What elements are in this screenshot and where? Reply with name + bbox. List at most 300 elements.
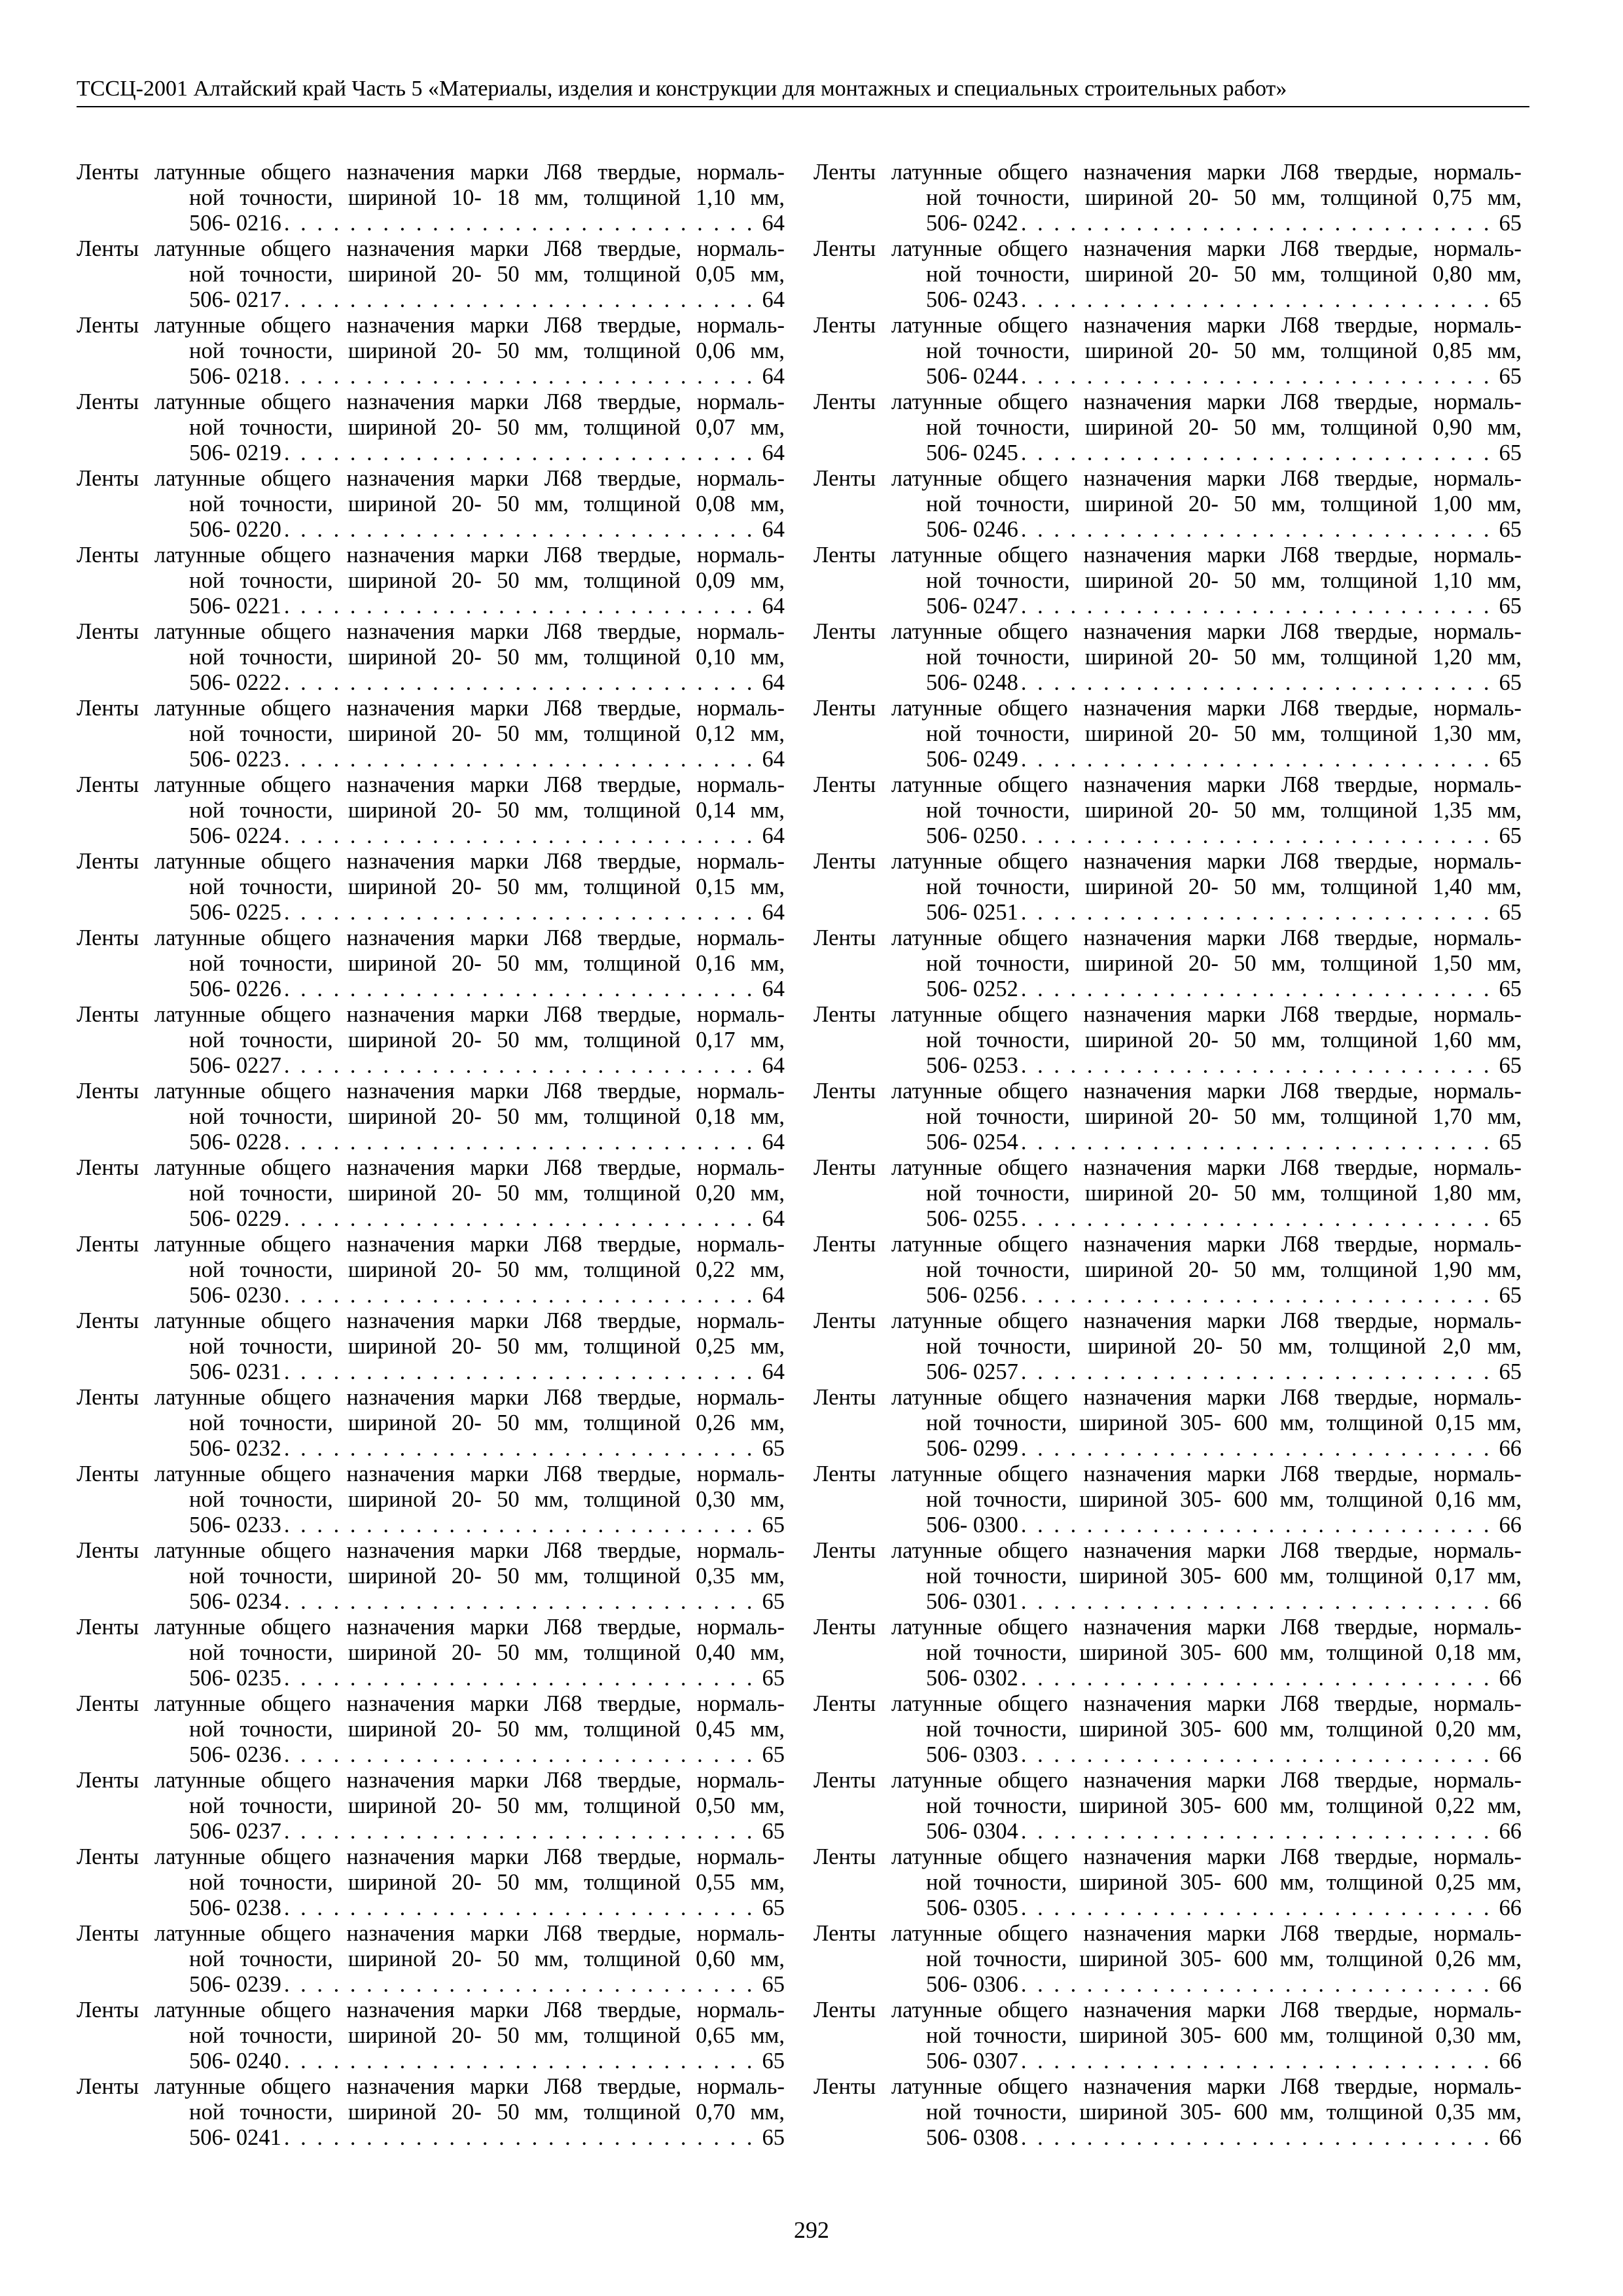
entry-page-ref: 64 xyxy=(762,1053,785,1078)
index-entry xyxy=(77,772,785,849)
entry-code-line xyxy=(77,1972,785,1998)
entry-page-ref: 64 xyxy=(762,747,785,772)
entry-code-line xyxy=(77,287,785,313)
index-entry xyxy=(813,466,1522,543)
entry-description-line2: ной точности, шириной 20- 50 мм, толщиной 1,10 мм, xyxy=(926,568,1522,593)
entry-code-line xyxy=(813,1436,1522,1462)
entry-code: 506- 0247 xyxy=(926,594,1018,619)
entry-code-line xyxy=(813,1053,1522,1079)
entry-code: 506- 0302 xyxy=(926,1666,1018,1691)
index-entry xyxy=(813,925,1522,1002)
entry-page-ref: 65 xyxy=(762,1513,785,1537)
dot-leader xyxy=(1021,2125,1497,2151)
entry-description-line1: Ленты латунные общего назначения марки Л68 твердые, нормаль- xyxy=(77,236,785,261)
entry-code: 506- 0219 xyxy=(189,440,281,465)
entry-code: 506- 0306 xyxy=(926,1972,1018,1997)
entry-description-line1: Ленты латунные общего назначения марки Л68 твердые, нормаль- xyxy=(813,1079,1522,1103)
dot-leader xyxy=(1021,1283,1497,1308)
entry-description-line2: ной точности, шириной 20- 50 мм, толщиной 0,07 мм, xyxy=(189,415,785,440)
dot-leader xyxy=(284,287,760,313)
dot-leader xyxy=(284,594,760,619)
entry-code-line xyxy=(77,1436,785,1462)
entry-code: 506- 0246 xyxy=(926,517,1018,542)
entry-description-line2: ной точности, шириной 20- 50 мм, толщиной 0,65 мм, xyxy=(189,2023,785,2048)
entry-description-line1: Ленты латунные общего назначения марки Л68 твердые, нормаль- xyxy=(813,849,1522,874)
entry-page-ref: 65 xyxy=(1499,517,1522,542)
entry-page-ref: 65 xyxy=(1499,211,1522,236)
entry-code-line xyxy=(813,594,1522,619)
entry-code: 506- 0234 xyxy=(189,1589,281,1614)
entry-description-line1: Ленты латунные общего назначения марки Л68 твердые, нормаль- xyxy=(77,313,785,338)
entry-description-line2: ной точности, шириной 20- 50 мм, толщиной 0,17 мм, xyxy=(189,1028,785,1052)
entry-code-line xyxy=(77,1742,785,1768)
entry-page-ref: 65 xyxy=(762,1436,785,1461)
dot-leader xyxy=(284,977,760,1002)
entry-page-ref: 65 xyxy=(762,1895,785,1920)
entry-code: 506- 0238 xyxy=(189,1895,281,1920)
entry-page-ref: 66 xyxy=(1499,1895,1522,1920)
index-entry xyxy=(77,1079,785,1155)
index-entry xyxy=(77,313,785,389)
entry-code-line xyxy=(77,364,785,389)
dot-leader xyxy=(1021,211,1497,236)
entry-description-line1: Ленты латунные общего назначения марки Л68 твердые, нормаль- xyxy=(77,1155,785,1180)
entry-code: 506- 0226 xyxy=(189,977,281,1001)
index-entry xyxy=(77,543,785,619)
entry-code: 506- 0237 xyxy=(189,1819,281,1844)
entry-code-line xyxy=(77,1359,785,1385)
entry-code-line xyxy=(813,364,1522,389)
dot-leader xyxy=(1021,977,1497,1002)
entry-description-line2: ной точности, шириной 20- 50 мм, толщиной 1,30 мм, xyxy=(926,721,1522,746)
entry-code: 506- 0256 xyxy=(926,1283,1018,1308)
entry-description-line1: Ленты латунные общего назначения марки Л68 твердые, нормаль- xyxy=(813,1308,1522,1333)
dot-leader xyxy=(284,823,760,849)
index-entry xyxy=(813,849,1522,925)
dot-leader xyxy=(1021,1130,1497,1155)
entry-code-line xyxy=(813,1130,1522,1155)
entry-code-line xyxy=(813,440,1522,466)
index-entry xyxy=(813,1232,1522,1308)
entry-description-line2: ной точности, шириной 20- 50 мм, толщиной 2,0 мм, xyxy=(926,1334,1522,1359)
entry-code: 506- 0217 xyxy=(189,287,281,312)
entry-description-line1: Ленты латунные общего назначения марки Л68 твердые, нормаль- xyxy=(77,1615,785,1640)
entry-description-line2: ной точности, шириной 20- 50 мм, толщиной 0,10 мм, xyxy=(189,645,785,670)
dot-leader xyxy=(284,747,760,772)
entry-description-line1: Ленты латунные общего назначения марки Л68 твердые, нормаль- xyxy=(813,1232,1522,1257)
entry-page-ref: 66 xyxy=(1499,1972,1522,1997)
entry-description-line1: Ленты латунные общего назначения марки Л68 твердые, нормаль- xyxy=(77,925,785,950)
entry-description-line2: ной точности, шириной 20- 50 мм, толщиной 1,50 мм, xyxy=(926,951,1522,976)
entry-page-ref: 64 xyxy=(762,211,785,236)
entry-code-line xyxy=(77,900,785,925)
entry-code: 506- 0223 xyxy=(189,747,281,772)
dot-leader xyxy=(284,1283,760,1308)
dot-leader xyxy=(1021,1436,1497,1462)
entry-code: 506- 0308 xyxy=(926,2125,1018,2150)
dot-leader xyxy=(284,1359,760,1385)
entry-description-line2: ной точности, шириной 20- 50 мм, толщиной 0,55 мм, xyxy=(189,1870,785,1895)
page-header: ТССЦ-2001 Алтайский край Часть 5 «Материалы, изделия и конструкции для монтажных и специальных строительных работ» xyxy=(77,77,1287,101)
entry-code: 506- 0305 xyxy=(926,1895,1018,1920)
entry-code: 506- 0216 xyxy=(189,211,281,236)
index-entry xyxy=(813,313,1522,389)
entry-description-line2: ной точности, шириной 305- 600 мм, толщиной 0,35 мм, xyxy=(926,2100,1522,2125)
entry-description-line2: ной точности, шириной 20- 50 мм, толщиной 1,90 мм, xyxy=(926,1257,1522,1282)
entry-code: 506- 0225 xyxy=(189,900,281,925)
entry-code: 506- 0218 xyxy=(189,364,281,389)
entry-description-line2: ной точности, шириной 20- 50 мм, толщиной 0,18 мм, xyxy=(189,1104,785,1129)
entry-code-line xyxy=(77,1206,785,1232)
entry-page-ref: 65 xyxy=(762,1972,785,1997)
entry-description-line1: Ленты латунные общего назначения марки Л68 твердые, нормаль- xyxy=(77,696,785,721)
entry-code: 506- 0235 xyxy=(189,1666,281,1691)
entry-code: 506- 0303 xyxy=(926,1742,1018,1767)
entry-description-line2: ной точности, шириной 20- 50 мм, толщиной 1,60 мм, xyxy=(926,1028,1522,1052)
dot-leader xyxy=(1021,1972,1497,1998)
entry-description-line1: Ленты латунные общего назначения марки Л68 твердые, нормаль- xyxy=(813,772,1522,797)
entry-description-line1: Ленты латунные общего назначения марки Л68 твердые, нормаль- xyxy=(77,466,785,491)
entry-description-line2: ной точности, шириной 305- 600 мм, толщиной 0,17 мм, xyxy=(926,1564,1522,1588)
entry-description-line1: Ленты латунные общего назначения марки Л68 твердые, нормаль- xyxy=(77,619,785,644)
entry-page-ref: 65 xyxy=(1499,1359,1522,1384)
entry-page-ref: 64 xyxy=(762,1206,785,1231)
entry-description-line1: Ленты латунные общего назначения марки Л68 твердые, нормаль- xyxy=(813,160,1522,185)
entry-description-line1: Ленты латунные общего назначения марки Л68 твердые, нормаль- xyxy=(813,1615,1522,1640)
index-entry xyxy=(77,1768,785,1844)
entry-description-line2: ной точности, шириной 20- 50 мм, толщиной 1,00 мм, xyxy=(926,492,1522,516)
dot-leader xyxy=(284,211,760,236)
entry-code-line xyxy=(77,1053,785,1079)
entry-page-ref: 64 xyxy=(762,1130,785,1155)
entry-description-line2: ной точности, шириной 20- 50 мм, толщиной 0,08 мм, xyxy=(189,492,785,516)
entry-description-line2: ной точности, шириной 20- 50 мм, толщиной 0,90 мм, xyxy=(926,415,1522,440)
index-entry xyxy=(813,1538,1522,1615)
entry-description-line1: Ленты латунные общего назначения марки Л68 твердые, нормаль- xyxy=(77,1921,785,1946)
entry-page-ref: 65 xyxy=(762,1589,785,1614)
entry-code-line xyxy=(77,517,785,543)
entry-code: 506- 0252 xyxy=(926,977,1018,1001)
entry-page-ref: 65 xyxy=(1499,670,1522,695)
index-entry xyxy=(77,1998,785,2074)
index-entry xyxy=(813,1844,1522,1921)
entry-page-ref: 65 xyxy=(1499,287,1522,312)
dot-leader xyxy=(284,517,760,543)
entry-description-line2: ной точности, шириной 305- 600 мм, толщиной 0,25 мм, xyxy=(926,1870,1522,1895)
entry-description-line2: ной точности, шириной 10- 18 мм, толщиной 1,10 мм, xyxy=(189,185,785,210)
index-entry xyxy=(77,1615,785,1691)
dot-leader xyxy=(1021,1666,1497,1691)
entry-code-line xyxy=(813,1819,1522,1844)
entry-page-ref: 65 xyxy=(1499,364,1522,389)
entry-page-ref: 64 xyxy=(762,364,785,389)
dot-leader xyxy=(1021,1742,1497,1768)
entry-code-line xyxy=(77,1513,785,1538)
entry-code-line xyxy=(77,977,785,1002)
entry-description-line2: ной точности, шириной 20- 50 мм, толщиной 0,15 мм, xyxy=(189,874,785,899)
index-entry xyxy=(813,389,1522,466)
entry-description-line1: Ленты латунные общего назначения марки Л68 твердые, нормаль- xyxy=(813,1155,1522,1180)
entry-code: 506- 0257 xyxy=(926,1359,1018,1384)
entry-page-ref: 64 xyxy=(762,440,785,465)
entry-description-line2: ной точности, шириной 20- 50 мм, толщиной 0,30 мм, xyxy=(189,1487,785,1512)
entry-code: 506- 0220 xyxy=(189,517,281,542)
index-entry xyxy=(77,619,785,696)
entry-description-line1: Ленты латунные общего назначения марки Л68 твердые, нормаль- xyxy=(813,466,1522,491)
index-entry xyxy=(813,1998,1522,2074)
entry-page-ref: 65 xyxy=(762,1819,785,1844)
entry-description-line1: Ленты латунные общего назначения марки Л68 твердые, нормаль- xyxy=(77,160,785,185)
entry-description-line2: ной точности, шириной 20- 50 мм, толщиной 1,20 мм, xyxy=(926,645,1522,670)
index-entry xyxy=(77,1385,785,1462)
index-entry xyxy=(813,1155,1522,1232)
index-entry xyxy=(77,849,785,925)
entry-code-line xyxy=(813,2125,1522,2151)
index-entry xyxy=(77,1308,785,1385)
dot-leader xyxy=(1021,1513,1497,1538)
dot-leader xyxy=(284,2049,760,2074)
entry-code-line xyxy=(813,1666,1522,1691)
entry-page-ref: 64 xyxy=(762,1283,785,1308)
entry-page-ref: 66 xyxy=(1499,2125,1522,2150)
entry-description-line2: ной точности, шириной 20- 50 мм, толщиной 0,60 мм, xyxy=(189,1946,785,1971)
entry-page-ref: 64 xyxy=(762,900,785,925)
entry-code: 506- 0245 xyxy=(926,440,1018,465)
entry-page-ref: 65 xyxy=(1499,747,1522,772)
dot-leader xyxy=(284,2125,760,2151)
index-entry xyxy=(77,925,785,1002)
entry-description-line1: Ленты латунные общего назначения марки Л68 твердые, нормаль- xyxy=(77,849,785,874)
entry-description-line2: ной точности, шириной 20- 50 мм, толщиной 1,35 мм, xyxy=(926,798,1522,823)
dot-leader xyxy=(284,900,760,925)
entry-page-ref: 64 xyxy=(762,287,785,312)
index-entry xyxy=(813,1615,1522,1691)
entry-page-ref: 65 xyxy=(762,2125,785,2150)
entry-code-line xyxy=(77,440,785,466)
index-entry xyxy=(813,1385,1522,1462)
entry-description-line2: ной точности, шириной 20- 50 мм, толщиной 0,45 мм, xyxy=(189,1717,785,1742)
entry-code-line xyxy=(813,1589,1522,1615)
index-entry xyxy=(77,236,785,313)
entry-code-line xyxy=(813,517,1522,543)
entry-code: 506- 0249 xyxy=(926,747,1018,772)
entry-code-line xyxy=(77,823,785,849)
dot-leader xyxy=(1021,1589,1497,1615)
entry-code: 506- 0251 xyxy=(926,900,1018,925)
entry-description-line2: ной точности, шириной 20- 50 мм, толщиной 0,20 мм, xyxy=(189,1181,785,1206)
dot-leader xyxy=(284,1436,760,1462)
entry-code: 506- 0307 xyxy=(926,2049,1018,2073)
entry-description-line1: Ленты латунные общего назначения марки Л68 твердые, нормаль- xyxy=(77,2074,785,2099)
dot-leader xyxy=(1021,364,1497,389)
entry-description-line2: ной точности, шириной 305- 600 мм, толщиной 0,30 мм, xyxy=(926,2023,1522,2048)
index-entry xyxy=(813,772,1522,849)
entry-code: 506- 0229 xyxy=(189,1206,281,1231)
dot-leader xyxy=(284,1972,760,1998)
dot-leader xyxy=(1021,900,1497,925)
entry-code: 506- 0304 xyxy=(926,1819,1018,1844)
dot-leader xyxy=(1021,747,1497,772)
entry-description-line1: Ленты латунные общего назначения марки Л68 твердые, нормаль- xyxy=(813,1844,1522,1869)
entry-code-line xyxy=(77,670,785,696)
entry-code-line xyxy=(813,670,1522,696)
dot-leader xyxy=(1021,1359,1497,1385)
entry-description-line1: Ленты латунные общего назначения марки Л68 твердые, нормаль- xyxy=(813,1768,1522,1793)
entry-description-line2: ной точности, шириной 20- 50 мм, толщиной 0,80 мм, xyxy=(926,262,1522,287)
entry-code-line xyxy=(77,2049,785,2074)
header-rule xyxy=(77,106,1529,107)
entry-description-line1: Ленты латунные общего назначения марки Л68 твердые, нормаль- xyxy=(77,1079,785,1103)
entry-description-line2: ной точности, шириной 20- 50 мм, толщиной 0,26 мм, xyxy=(189,1410,785,1435)
index-entry xyxy=(77,1691,785,1768)
entry-description-line2: ной точности, шириной 20- 50 мм, толщиной 0,14 мм, xyxy=(189,798,785,823)
entry-description-line1: Ленты латунные общего назначения марки Л68 твердые, нормаль- xyxy=(77,1768,785,1793)
entry-description-line1: Ленты латунные общего назначения марки Л68 твердые, нормаль- xyxy=(813,925,1522,950)
entry-description-line2: ной точности, шириной 20- 50 мм, толщиной 0,09 мм, xyxy=(189,568,785,593)
entry-page-ref: 65 xyxy=(1499,1206,1522,1231)
entry-description-line2: ной точности, шириной 305- 600 мм, толщиной 0,18 мм, xyxy=(926,1640,1522,1665)
entry-description-line1: Ленты латунные общего назначения марки Л68 твердые, нормаль- xyxy=(77,772,785,797)
entry-code-line xyxy=(813,747,1522,772)
entry-code-line xyxy=(813,1972,1522,1998)
entry-code-line xyxy=(77,747,785,772)
entry-code-line xyxy=(813,1206,1522,1232)
entry-page-ref: 65 xyxy=(1499,1283,1522,1308)
entry-description-line2: ной точности, шириной 305- 600 мм, толщиной 0,22 мм, xyxy=(926,1793,1522,1818)
entry-code-line xyxy=(813,1359,1522,1385)
index-entry xyxy=(77,1921,785,1998)
entry-code-line xyxy=(77,2125,785,2151)
dot-leader xyxy=(1021,287,1497,313)
entry-description-line1: Ленты латунные общего назначения марки Л68 твердые, нормаль- xyxy=(813,543,1522,567)
index-entry xyxy=(77,696,785,772)
entry-code: 506- 0301 xyxy=(926,1589,1018,1614)
dot-leader xyxy=(284,1666,760,1691)
entry-code: 506- 0228 xyxy=(189,1130,281,1155)
entry-description-line1: Ленты латунные общего назначения марки Л68 твердые, нормаль- xyxy=(813,1002,1522,1027)
entry-description-line2: ной точности, шириной 20- 50 мм, толщиной 0,50 мм, xyxy=(189,1793,785,1818)
index-entry xyxy=(813,1921,1522,1998)
entry-page-ref: 65 xyxy=(1499,594,1522,619)
index-entry xyxy=(813,696,1522,772)
entry-code-line xyxy=(813,287,1522,313)
dot-leader xyxy=(1021,1206,1497,1232)
entry-page-ref: 64 xyxy=(762,517,785,542)
dot-leader xyxy=(284,670,760,696)
entry-description-line2: ной точности, шириной 20- 50 мм, толщиной 0,70 мм, xyxy=(189,2100,785,2125)
entry-page-ref: 64 xyxy=(762,670,785,695)
index-entry xyxy=(813,160,1522,236)
entry-description-line1: Ленты латунные общего назначения марки Л68 твердые, нормаль- xyxy=(77,1232,785,1257)
index-entry xyxy=(813,236,1522,313)
entry-page-ref: 66 xyxy=(1499,1436,1522,1461)
entry-description-line1: Ленты латунные общего назначения марки Л68 твердые, нормаль- xyxy=(77,1998,785,2022)
entry-page-ref: 65 xyxy=(762,1666,785,1691)
index-entry xyxy=(77,1155,785,1232)
entry-description-line2: ной точности, шириной 20- 50 мм, толщиной 0,25 мм, xyxy=(189,1334,785,1359)
entry-code: 506- 0253 xyxy=(926,1053,1018,1078)
index-entry xyxy=(77,466,785,543)
entry-description-line1: Ленты латунные общего назначения марки Л68 твердые, нормаль- xyxy=(813,236,1522,261)
entry-code-line xyxy=(813,900,1522,925)
entry-description-line2: ной точности, шириной 20- 50 мм, толщиной 0,85 мм, xyxy=(926,338,1522,363)
index-entry xyxy=(77,1232,785,1308)
entry-code-line xyxy=(813,823,1522,849)
dot-leader xyxy=(284,1130,760,1155)
entry-code: 506- 0232 xyxy=(189,1436,281,1461)
entry-code-line xyxy=(77,1895,785,1921)
entry-code-line xyxy=(813,977,1522,1002)
dot-leader xyxy=(1021,440,1497,466)
entry-description-line1: Ленты латунные общего назначения марки Л68 твердые, нормаль- xyxy=(813,1538,1522,1563)
entry-page-ref: 66 xyxy=(1499,1589,1522,1614)
dot-leader xyxy=(284,1206,760,1232)
entry-code-line xyxy=(77,1589,785,1615)
entry-code: 506- 0241 xyxy=(189,2125,281,2150)
entry-page-ref: 65 xyxy=(1499,977,1522,1001)
left-index-column xyxy=(77,160,785,2151)
entry-description-line1: Ленты латунные общего назначения марки Л68 твердые, нормаль- xyxy=(77,1002,785,1027)
entry-description-line1: Ленты латунные общего назначения марки Л68 твердые, нормаль- xyxy=(813,313,1522,338)
entry-page-ref: 66 xyxy=(1499,1513,1522,1537)
entry-description-line1: Ленты латунные общего назначения марки Л68 твердые, нормаль- xyxy=(813,2074,1522,2099)
entry-code: 506- 0243 xyxy=(926,287,1018,312)
entry-code: 506- 0255 xyxy=(926,1206,1018,1231)
dot-leader xyxy=(1021,1895,1497,1921)
index-entry xyxy=(77,1002,785,1079)
entry-description-line1: Ленты латунные общего назначения марки Л68 твердые, нормаль- xyxy=(77,389,785,414)
dot-leader xyxy=(284,1053,760,1079)
entry-page-ref: 66 xyxy=(1499,1666,1522,1691)
entry-page-ref: 64 xyxy=(762,977,785,1001)
index-entry xyxy=(813,1079,1522,1155)
index-entry xyxy=(813,2074,1522,2151)
entry-code: 506- 0230 xyxy=(189,1283,281,1308)
entry-code: 506- 0239 xyxy=(189,1972,281,1997)
index-entry xyxy=(77,2074,785,2151)
entry-description-line1: Ленты латунные общего назначения марки Л68 твердые, нормаль- xyxy=(77,1308,785,1333)
entry-description-line1: Ленты латунные общего назначения марки Л68 твердые, нормаль- xyxy=(813,1998,1522,2022)
index-entry xyxy=(77,160,785,236)
entry-page-ref: 66 xyxy=(1499,1819,1522,1844)
entry-code-line xyxy=(77,1283,785,1308)
dot-leader xyxy=(1021,670,1497,696)
entry-page-ref: 65 xyxy=(1499,1053,1522,1078)
index-entry xyxy=(77,1844,785,1921)
entry-page-ref: 66 xyxy=(1499,2049,1522,2073)
entry-page-ref: 65 xyxy=(1499,823,1522,848)
index-entry xyxy=(813,1462,1522,1538)
entry-description-line2: ной точности, шириной 20- 50 мм, толщиной 0,75 мм, xyxy=(926,185,1522,210)
dot-leader xyxy=(1021,1819,1497,1844)
entry-description-line1: Ленты латунные общего назначения марки Л68 твердые, нормаль- xyxy=(813,696,1522,721)
entry-code-line xyxy=(813,1895,1522,1921)
dot-leader xyxy=(284,1742,760,1768)
entry-code-line xyxy=(813,1513,1522,1538)
entry-code-line xyxy=(77,1819,785,1844)
entry-page-ref: 65 xyxy=(762,1742,785,1767)
entry-description-line1: Ленты латунные общего назначения марки Л68 твердые, нормаль- xyxy=(813,1921,1522,1946)
dot-leader xyxy=(284,1513,760,1538)
entry-description-line1: Ленты латунные общего назначения марки Л68 твердые, нормаль- xyxy=(77,1462,785,1486)
entry-code: 506- 0236 xyxy=(189,1742,281,1767)
entry-code-line xyxy=(813,2049,1522,2074)
entry-description-line2: ной точности, шириной 20- 50 мм, толщиной 1,80 мм, xyxy=(926,1181,1522,1206)
entry-code: 506- 0227 xyxy=(189,1053,281,1078)
entry-description-line1: Ленты латунные общего назначения марки Л68 твердые, нормаль- xyxy=(77,1385,785,1410)
entry-code: 506- 0221 xyxy=(189,594,281,619)
entry-description-line2: ной точности, шириной 305- 600 мм, толщиной 0,20 мм, xyxy=(926,1717,1522,1742)
